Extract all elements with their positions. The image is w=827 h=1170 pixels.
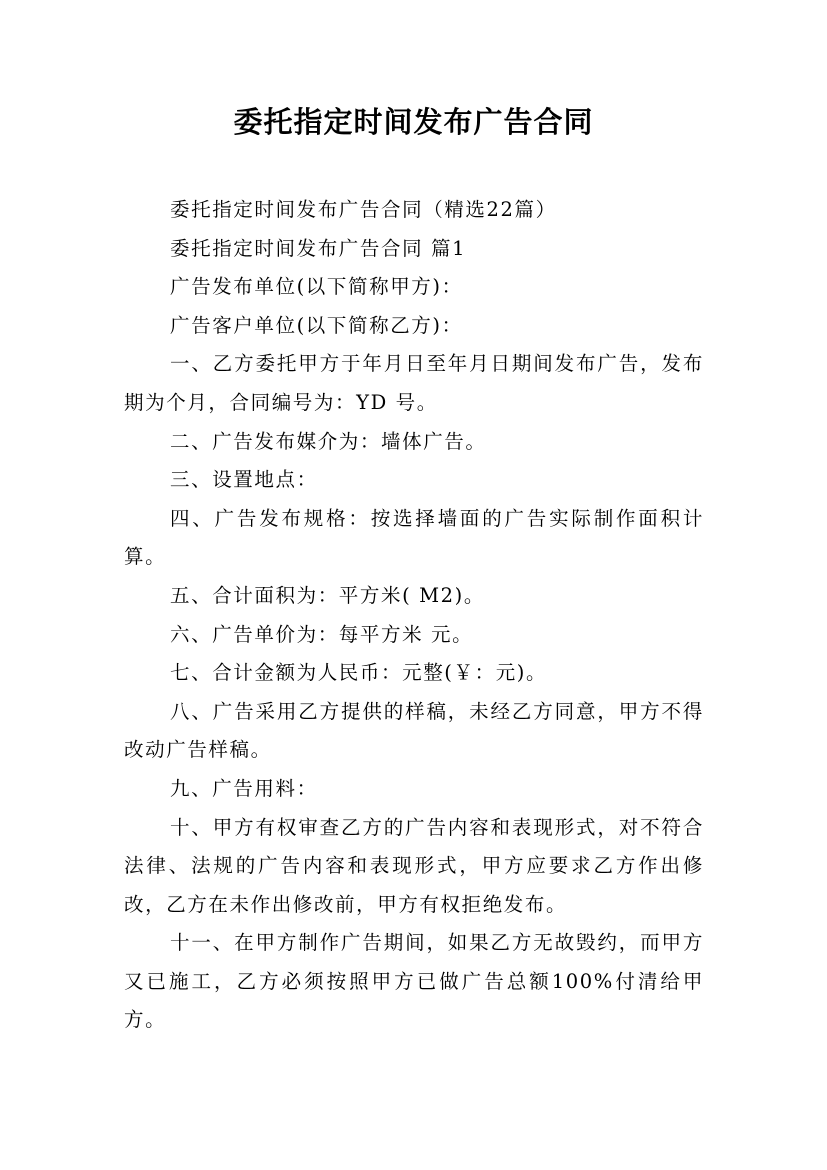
paragraph: 七、合计金额为人民币：元整(￥：元)。 bbox=[170, 661, 548, 685]
document-body bbox=[124, 191, 704, 1040]
paragraph: 二、广告发布媒介为：墙体广告。 bbox=[170, 429, 487, 453]
paragraph: 十、甲方有权审查乙方的广告内容和表现形式，对不符合法律、法规的广告内容和表现形式，甲方应要求乙方作出修改，乙方在未作出修改前，甲方有权拒绝发布。 bbox=[124, 815, 704, 916]
paragraph: 一、乙方委托甲方于年月日至年月日期间发布广告，发布期为个月，合同编号为：YD 号。 bbox=[124, 352, 704, 414]
paragraph: 委托指定时间发布广告合同 篇1 bbox=[170, 236, 467, 260]
paragraph: 四、广告发布规格：按选择墙面的广告实际制作面积计算。 bbox=[124, 506, 704, 569]
paragraph: 广告客户单位(以下简称乙方)： bbox=[170, 313, 463, 337]
paragraph: 五、合计面积为：平方米( M2)。 bbox=[170, 583, 485, 607]
paragraph: 九、广告用料： bbox=[170, 776, 318, 800]
paragraph: 三、设置地点： bbox=[170, 468, 318, 492]
document-title: 委托指定时间发布广告合同 bbox=[233, 105, 594, 139]
paragraph: 十一、在甲方制作广告期间，如果乙方无故毁约，而甲方又已施工，乙方必须按照甲方已做广告总额100%付清给甲方。 bbox=[124, 931, 704, 1032]
paragraph: 八、广告采用乙方提供的样稿，未经乙方同意，甲方不得改动广告样稿。 bbox=[124, 699, 704, 762]
paragraph: 广告发布单位(以下简称甲方)： bbox=[170, 275, 463, 299]
paragraph: 委托指定时间发布广告合同（精选22篇） bbox=[170, 198, 557, 221]
paragraph: 六、广告单价为：每平方米 元。 bbox=[170, 622, 474, 646]
